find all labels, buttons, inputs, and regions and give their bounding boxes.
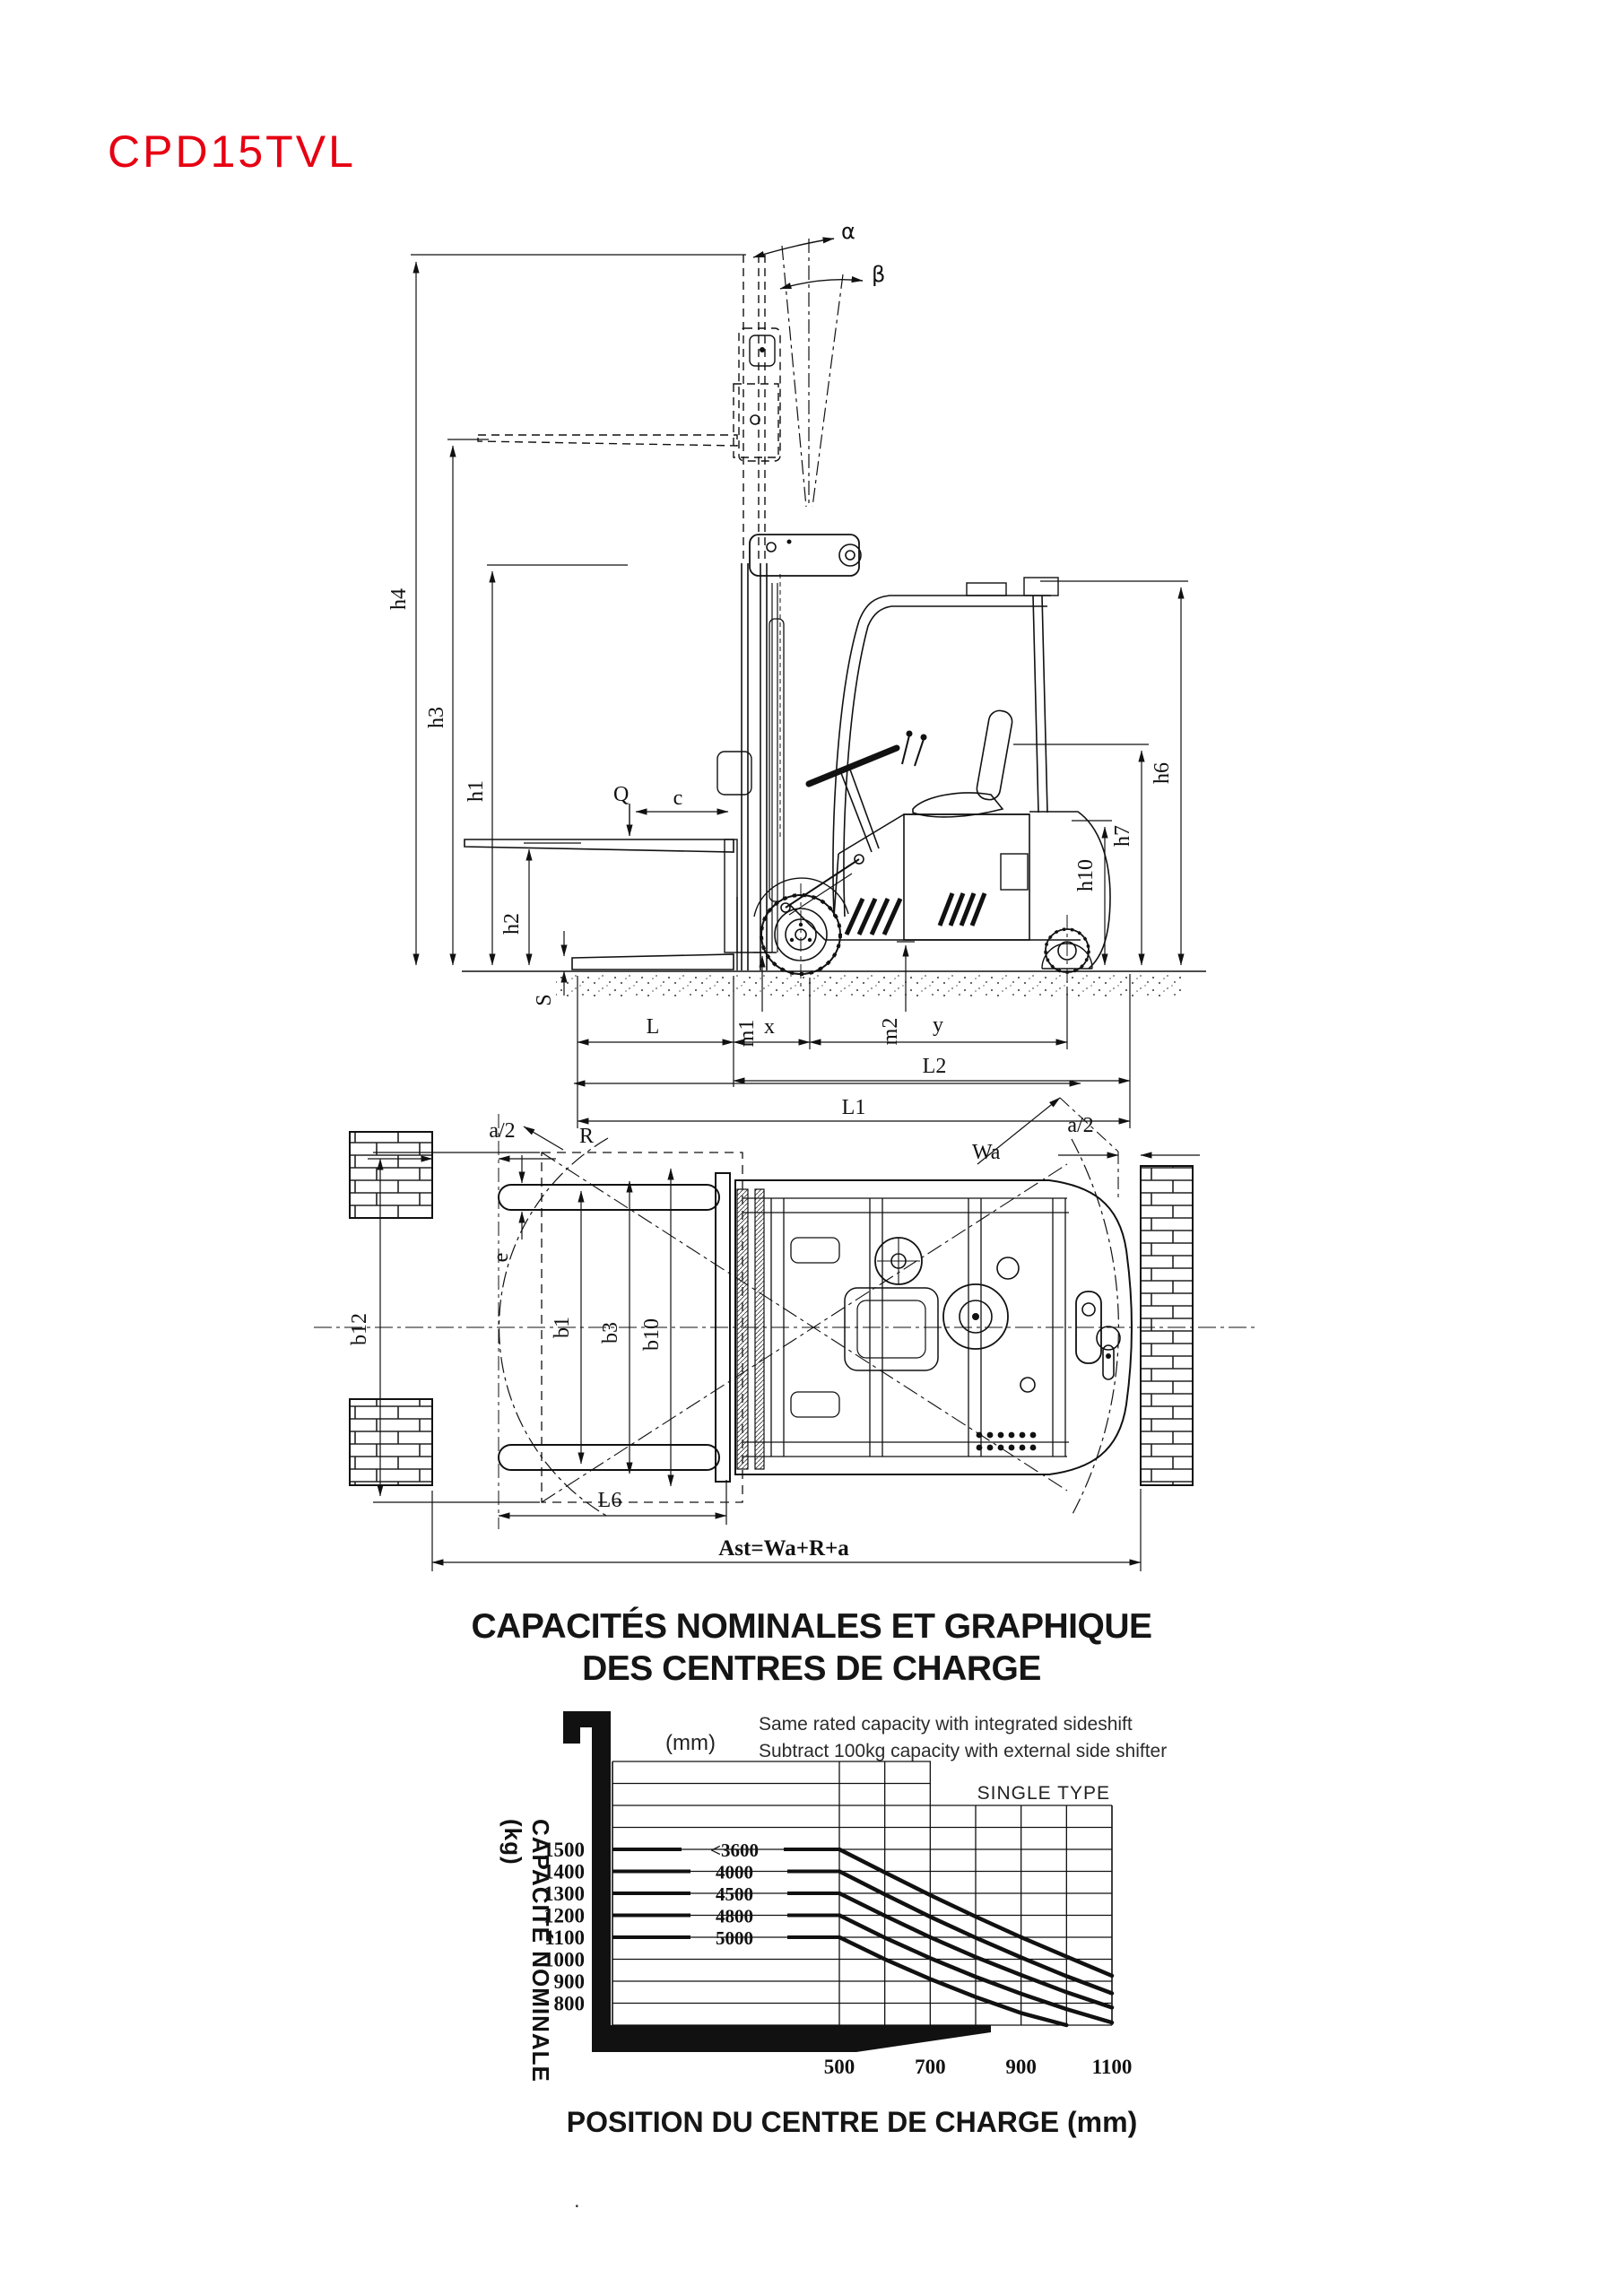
dim-label-alpha: α — [841, 219, 855, 244]
dim-label-x: x — [764, 1015, 775, 1039]
svg-text:4500: 4500 — [716, 1883, 753, 1905]
mast-axis-icon — [563, 1711, 991, 2052]
dim-label-h7: h7 — [1111, 825, 1134, 847]
svg-text:1400: 1400 — [543, 1860, 585, 1883]
svg-text:4800: 4800 — [716, 1905, 753, 1927]
dim-label-L6: L6 — [597, 1489, 622, 1512]
dim-label-Wa: Wa — [972, 1141, 1001, 1164]
footnote-dot: . — [574, 2188, 580, 2213]
svg-text:4000: 4000 — [716, 1861, 753, 1883]
chart-title-line2: DES CENTRES DE CHARGE — [582, 1649, 1041, 1688]
chart-x-axis-title: POSITION DU CENTRE DE CHARGE (mm) — [566, 2106, 1138, 2138]
dim-label-b10: b10 — [640, 1318, 664, 1351]
dim-label-b1: b1 — [551, 1317, 574, 1338]
dim-label-b3: b3 — [599, 1322, 622, 1344]
top-view-drawing — [314, 1098, 1255, 1529]
dim-label-h2: h2 — [500, 913, 524, 935]
dim-label-L: L — [646, 1015, 660, 1039]
chart-title — [408, 1605, 1215, 1690]
svg-text:900: 900 — [553, 1970, 585, 1993]
svg-text:900: 900 — [1005, 2056, 1037, 2078]
dim-label-R: R — [579, 1125, 595, 1148]
chart-note-line2: Subtract 100kg capacity with external side shifter — [759, 1741, 1168, 1761]
svg-text:1200: 1200 — [543, 1904, 585, 1927]
svg-text:1500: 1500 — [543, 1839, 585, 1861]
chart-unit-label: (mm) — [665, 1731, 716, 1755]
svg-text:5000: 5000 — [716, 1927, 753, 1949]
dim-label-e: e — [490, 1252, 513, 1263]
dim-label-beta: β — [872, 262, 886, 287]
svg-text:<3600: <3600 — [710, 1839, 759, 1861]
dim-label-h4: h4 — [387, 588, 411, 610]
svg-text:1100: 1100 — [544, 1926, 585, 1949]
dim-label-S: S — [533, 994, 556, 1006]
chart-y-axis-title: CAPACITÉ NOMINALE (kg) — [499, 1819, 554, 2083]
dim-label-h6: h6 — [1151, 762, 1174, 784]
capacity-chart-frame — [543, 1711, 1132, 2078]
dim-label-L1: L1 — [841, 1096, 866, 1119]
dim-label-ast: Ast=Wa+R+a — [718, 1536, 849, 1561]
chart-title-line1: CAPACITÉS NOMINALES ET GRAPHIQUE — [471, 1607, 1152, 1646]
dim-label-h10: h10 — [1074, 859, 1098, 891]
dim-label-m2: m2 — [879, 1017, 902, 1046]
dim-label-h1: h1 — [465, 780, 488, 802]
svg-text:1300: 1300 — [543, 1883, 585, 1905]
dim-label-m1: m1 — [735, 1019, 759, 1048]
dim-label-c: c — [673, 787, 683, 810]
svg-text:1100: 1100 — [1091, 2056, 1133, 2078]
svg-text:700: 700 — [915, 2056, 946, 2078]
dim-label-L2: L2 — [922, 1055, 947, 1078]
svg-text:800: 800 — [553, 1992, 585, 2015]
dim-label-b12: b12 — [348, 1313, 371, 1345]
svg-text:1000: 1000 — [543, 1948, 585, 1971]
dim-label-h3: h3 — [425, 707, 448, 728]
svg-text:500: 500 — [823, 2056, 855, 2078]
dim-label-y: y — [933, 1013, 943, 1037]
dim-label-Q: Q — [613, 783, 630, 806]
chart-note-line1: Same rated capacity with integrated sideshift — [759, 1714, 1133, 1735]
dim-label-a2-right: a/2 — [1067, 1114, 1094, 1137]
dim-label-a2-left: a/2 — [489, 1119, 516, 1143]
page-title: CPD15TVL — [108, 126, 356, 177]
single-type-label: SINGLE TYPE — [977, 1783, 1110, 1804]
